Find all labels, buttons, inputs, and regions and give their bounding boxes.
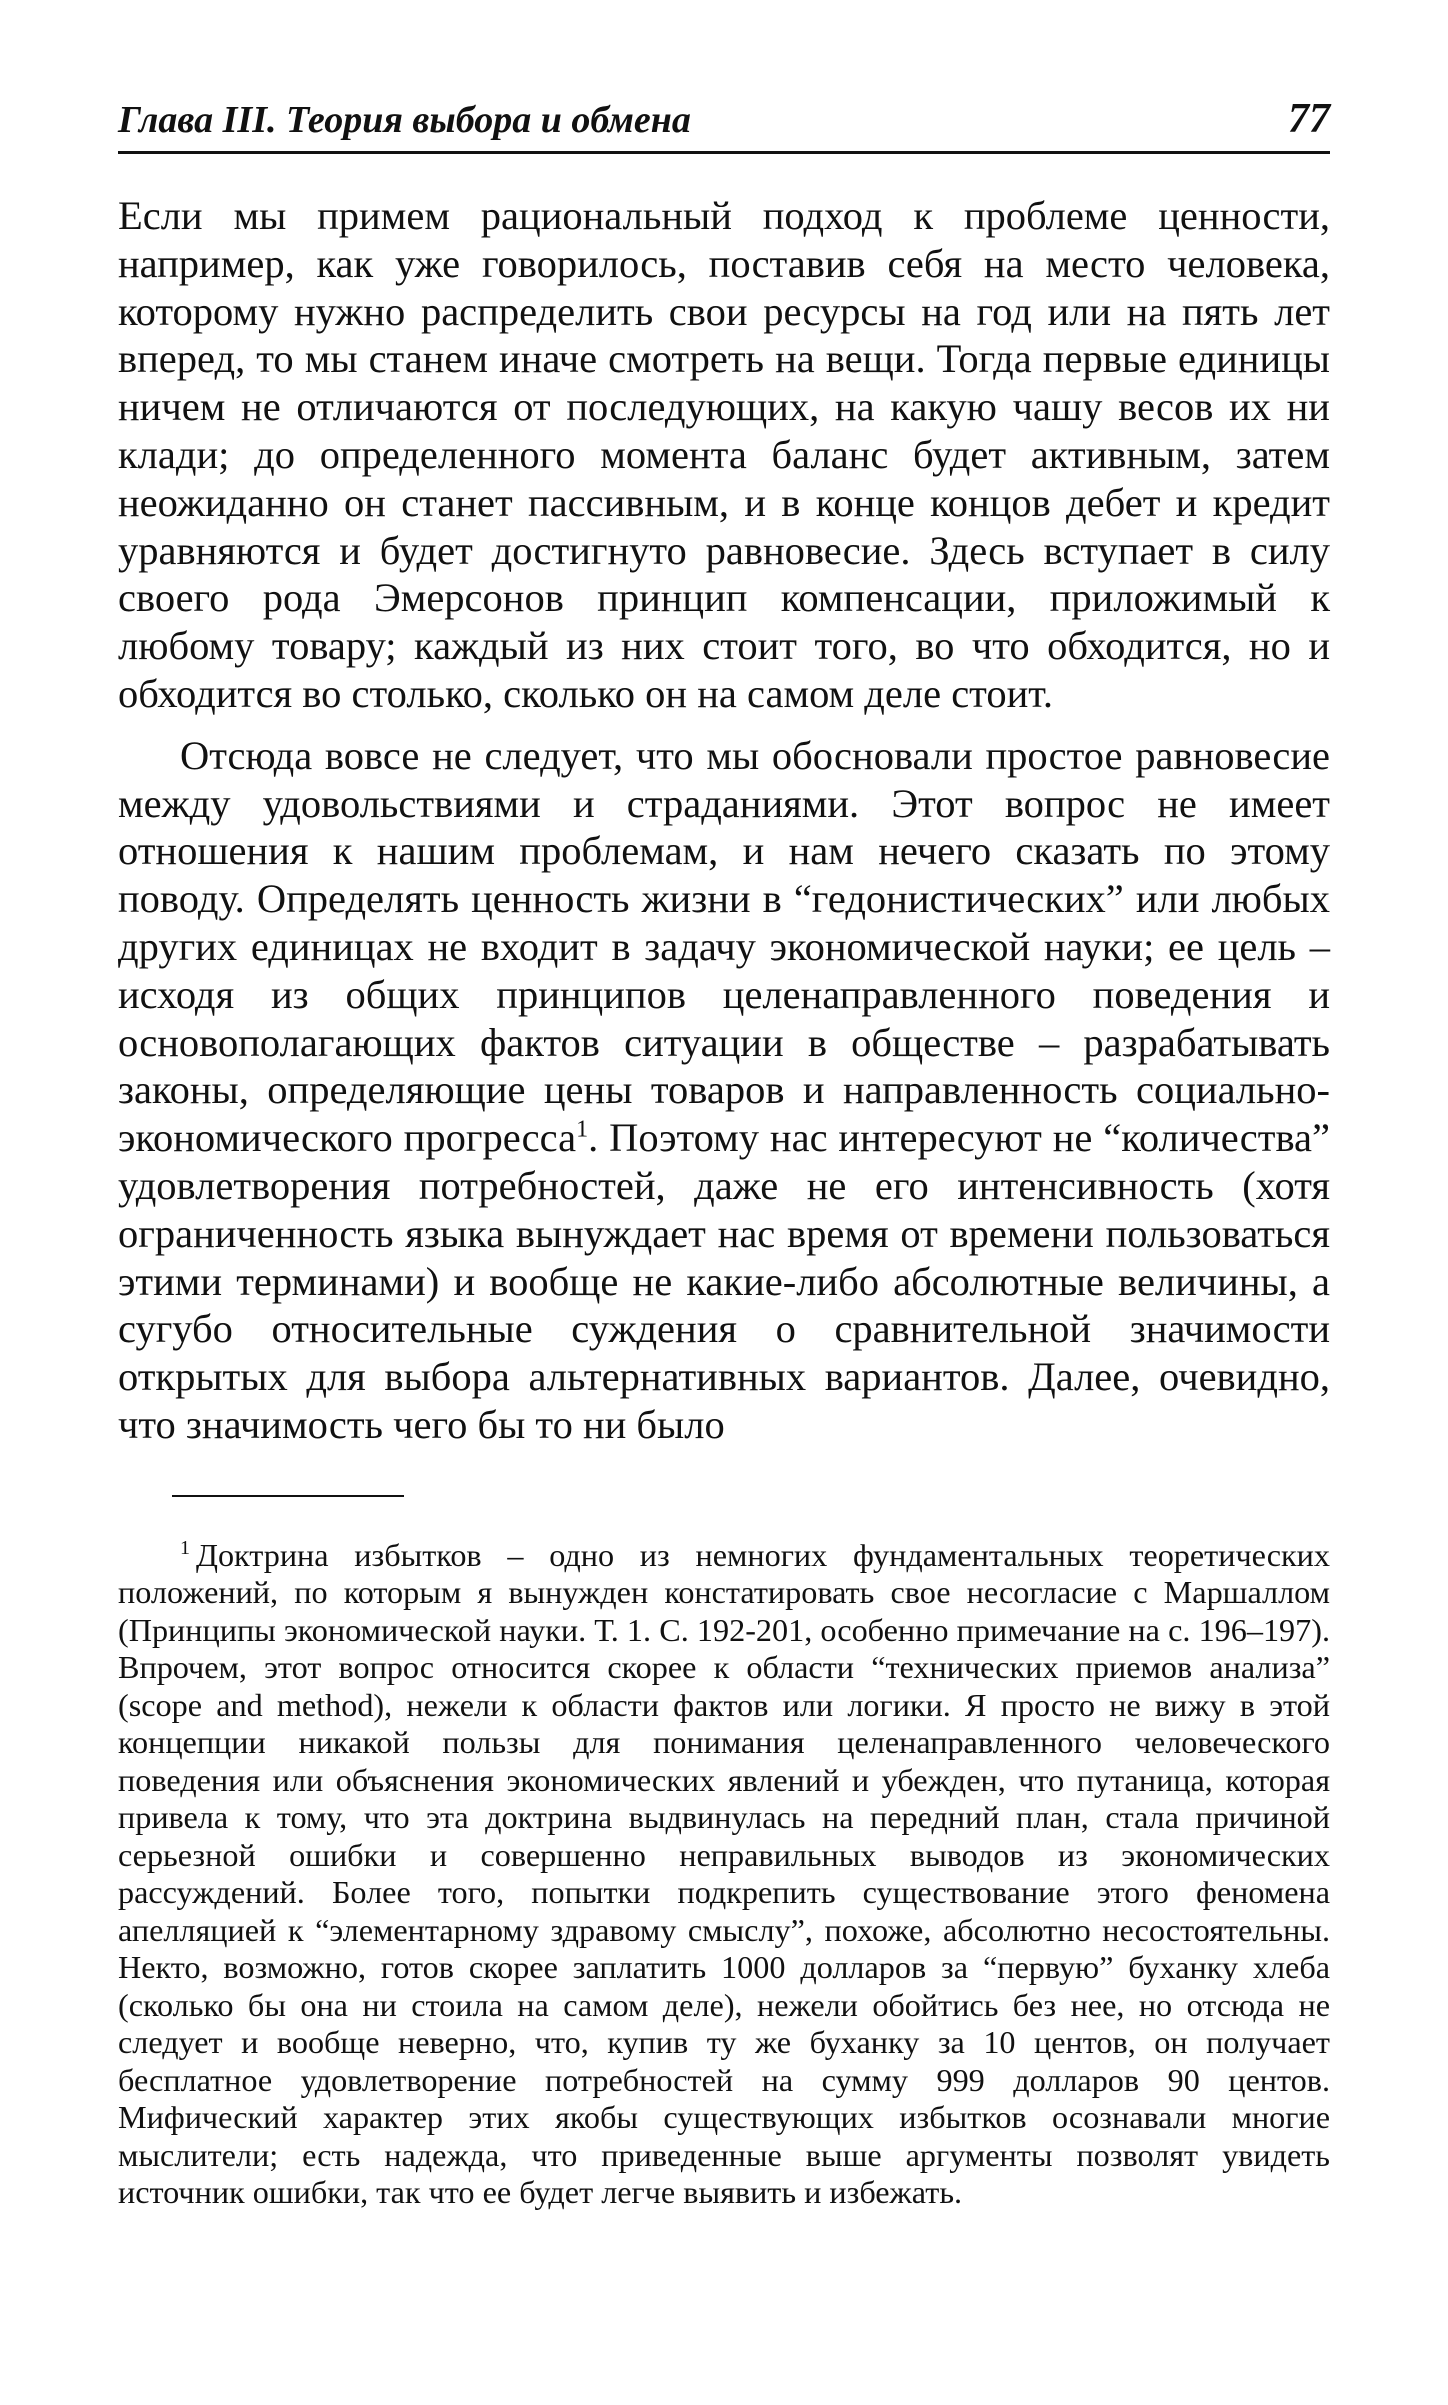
footnote-reference: 1 — [576, 1116, 589, 1143]
main-text — [118, 192, 1330, 1449]
paragraph-2 — [118, 732, 1330, 1449]
footnote — [118, 1537, 1330, 2212]
footnote-marker: 1 — [180, 1536, 190, 1559]
chapter-title: Глава III. Теория выбора и обмена — [118, 99, 691, 141]
running-head — [118, 96, 1330, 154]
book-page — [118, 96, 1330, 2212]
paragraph-2-part-2: . Поэтому нас интересуют не “количества” удовлетворения потребностей, даже не его интенсивность (хотя ограниченность языка вынуждает нас время от времени пользоваться этими терминами) и вообще не какие-либо абсолютные величины, а сугубо относительные суждения о сравнительной значимости открытых для выбора альтернативных вариантов. Далее, очевидно, что значимость чего бы то ни было — [118, 1115, 1331, 1447]
paragraph-1: Если мы примем рациональный подход к проблеме ценности, например, как уже говорилось, поставив себя на место человека, которому нужно распределить свои ресурсы на год или на пять лет вперед, то мы станем иначе смотреть на вещи. Тогда первые единицы ничем не отличаются от последующих, на какую чашу весов их ни клади; до определенного момента баланс будет активным, затем неожиданно он станет пассивным, и в конце концов дебет и кредит уравняются и будет достигнуто равновесие. Здесь вступает в силу своего рода Эмерсонов принцип компенсации, приложимый к любому товару; каждый из них стоит того, во что обходится, но и обходится во столько, сколько он на самом деле стоит. — [118, 193, 1330, 716]
paragraph-2-part-1: Отсюда вовсе не следует, что мы обосновали простое равновесие между удовольствиями и страданиями. Этот вопрос не имеет отношения к нашим проблемам, и нам нечего сказать по этому поводу. Определять ценность жизни в “гедонистических” или любых других единицах не входит в задачу экономической науки; ее цель – исходя из общих принципов целенаправленного поведения и основополагающих фактов ситуации в обществе – разрабатывать законы, определяющие цены товаров и направленность социально-экономического прогресса — [118, 732, 1330, 1161]
page-number: 77 — [1288, 96, 1330, 142]
footnote-text: Доктрина избытков – одно из немногих фундаментальных теоретических положений, по которым я вынужден констатировать свое несогласие с Маршаллом (Принципы экономической науки. Т. 1. С. 192-201, особенно примечание на с. 196–197). Впрочем, этот вопрос относится скорее к области “технических приемов анализа” (scope and method), нежели к области фактов или логики. Я просто не вижу в этой концепции никакой пользы для понимания целенаправленного человеческого поведения или объяснения экономических явлений и убежден, что путаница, которая привела к тому, что эта доктрина выдвинулась на передний план, стала причиной серьезной ошибки и совершенно неправильных выводов из экономических рассуждений. Более того, попытки подкрепить существование этого феномена апелляцией к “элементарному здравому смыслу”, похоже, абсолютно несостоятельны. Некто, возможно, готов скорее заплатить 1000 долларов за “первую” буханку хлеба (сколько бы она ни стоила на самом деле), нежели обойтись без нее, но отсюда не следует и вообще неверно, что, купив ту же буханку за 10 центов, он получает бесплатное удовлетворение потребностей на сумму 999 долларов 90 центов. Мифический характер этих якобы существующих избытков осознавали многие мыслители; есть надежда, что приведенные выше аргументы позволят увидеть источник ошибки, так что ее будет легче выявить и избежать. — [118, 1536, 1330, 2211]
footnote-divider — [172, 1495, 404, 1497]
